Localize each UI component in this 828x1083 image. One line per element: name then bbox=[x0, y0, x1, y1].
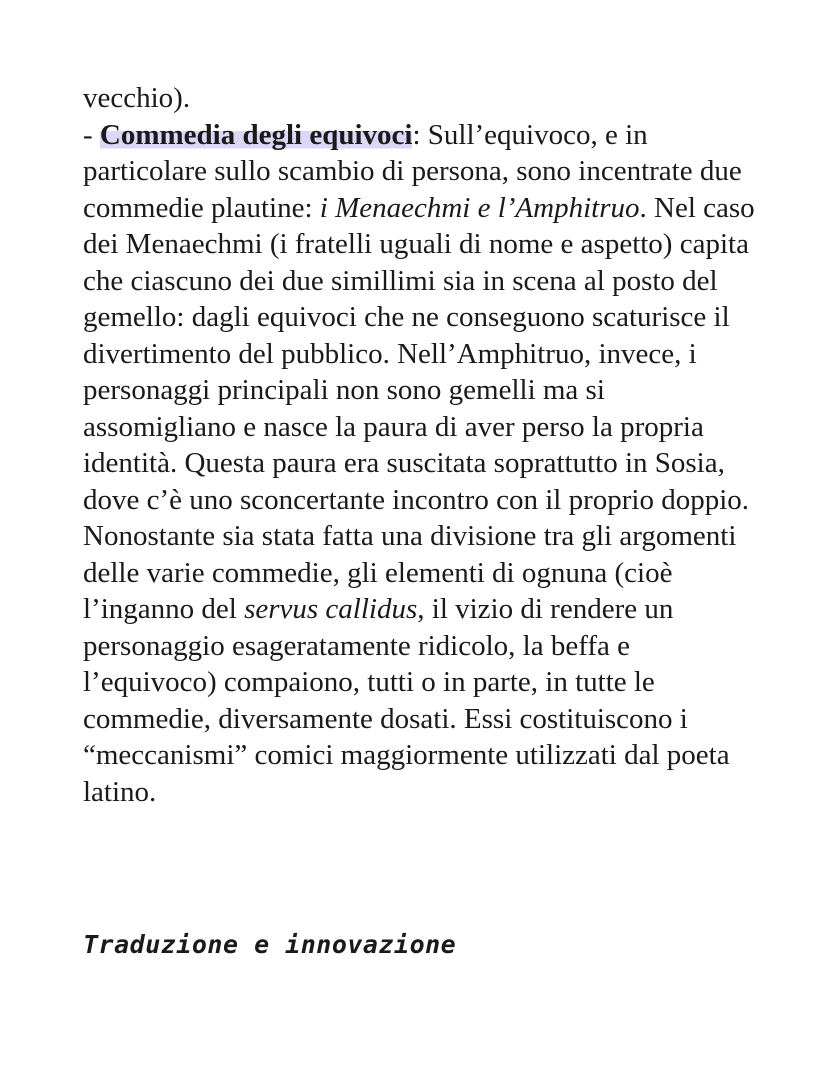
term-description: : Sull’equivoco, e in particolare sullo scambio di persona, sono incentrate due commedie plautine: bbox=[83, 118, 742, 224]
paragraph-summary bbox=[83, 518, 763, 810]
paragraph-commedia-equivoci bbox=[83, 117, 763, 519]
list-dash: - bbox=[83, 118, 100, 151]
italic-titles: i Menaechmi e l’Amphitruo bbox=[319, 191, 640, 224]
highlighted-term: Commedia degli equivoci bbox=[99, 118, 413, 151]
paragraph-intro-text: vecchio). bbox=[83, 82, 191, 114]
italic-term: servus callidus bbox=[244, 593, 418, 625]
paragraph-intro bbox=[83, 80, 763, 117]
summary-text-end: , il vizio di rendere un personaggio esageratamente ridicolo, la beffa e l’equivoco) compaiono, tutti o in parte, in tutte le commedie, diversamente dosati. Essi costituiscono i “meccanismi” comici maggiormente utilizzati dal poeta latino. bbox=[83, 593, 730, 808]
document-body bbox=[83, 80, 763, 810]
summary-text-start: Nonostante sia stata fatta una divisione tra gli argomenti delle varie commedie, gli elementi di ognuna (cioè l’inganno del bbox=[83, 520, 737, 625]
section-heading: Traduzione e innovazione bbox=[83, 930, 457, 959]
paragraph-continuation: . Nel caso dei Menaechmi (i fratelli uguali di nome e aspetto) capita che ciascuno dei due simillimi sia in scena al posto del gemello: dagli equivoci che ne conseguono scaturisce il divertimento del pubblico. Nell’Amphitruo, invece, i personaggi principali non sono gemelli ma si assomigliano e nasce la paura di aver perso la propria identità. Questa paura era suscitata soprattutto in Sosia, dove c’è uno sconcertante incontro con il proprio doppio. bbox=[83, 191, 755, 516]
